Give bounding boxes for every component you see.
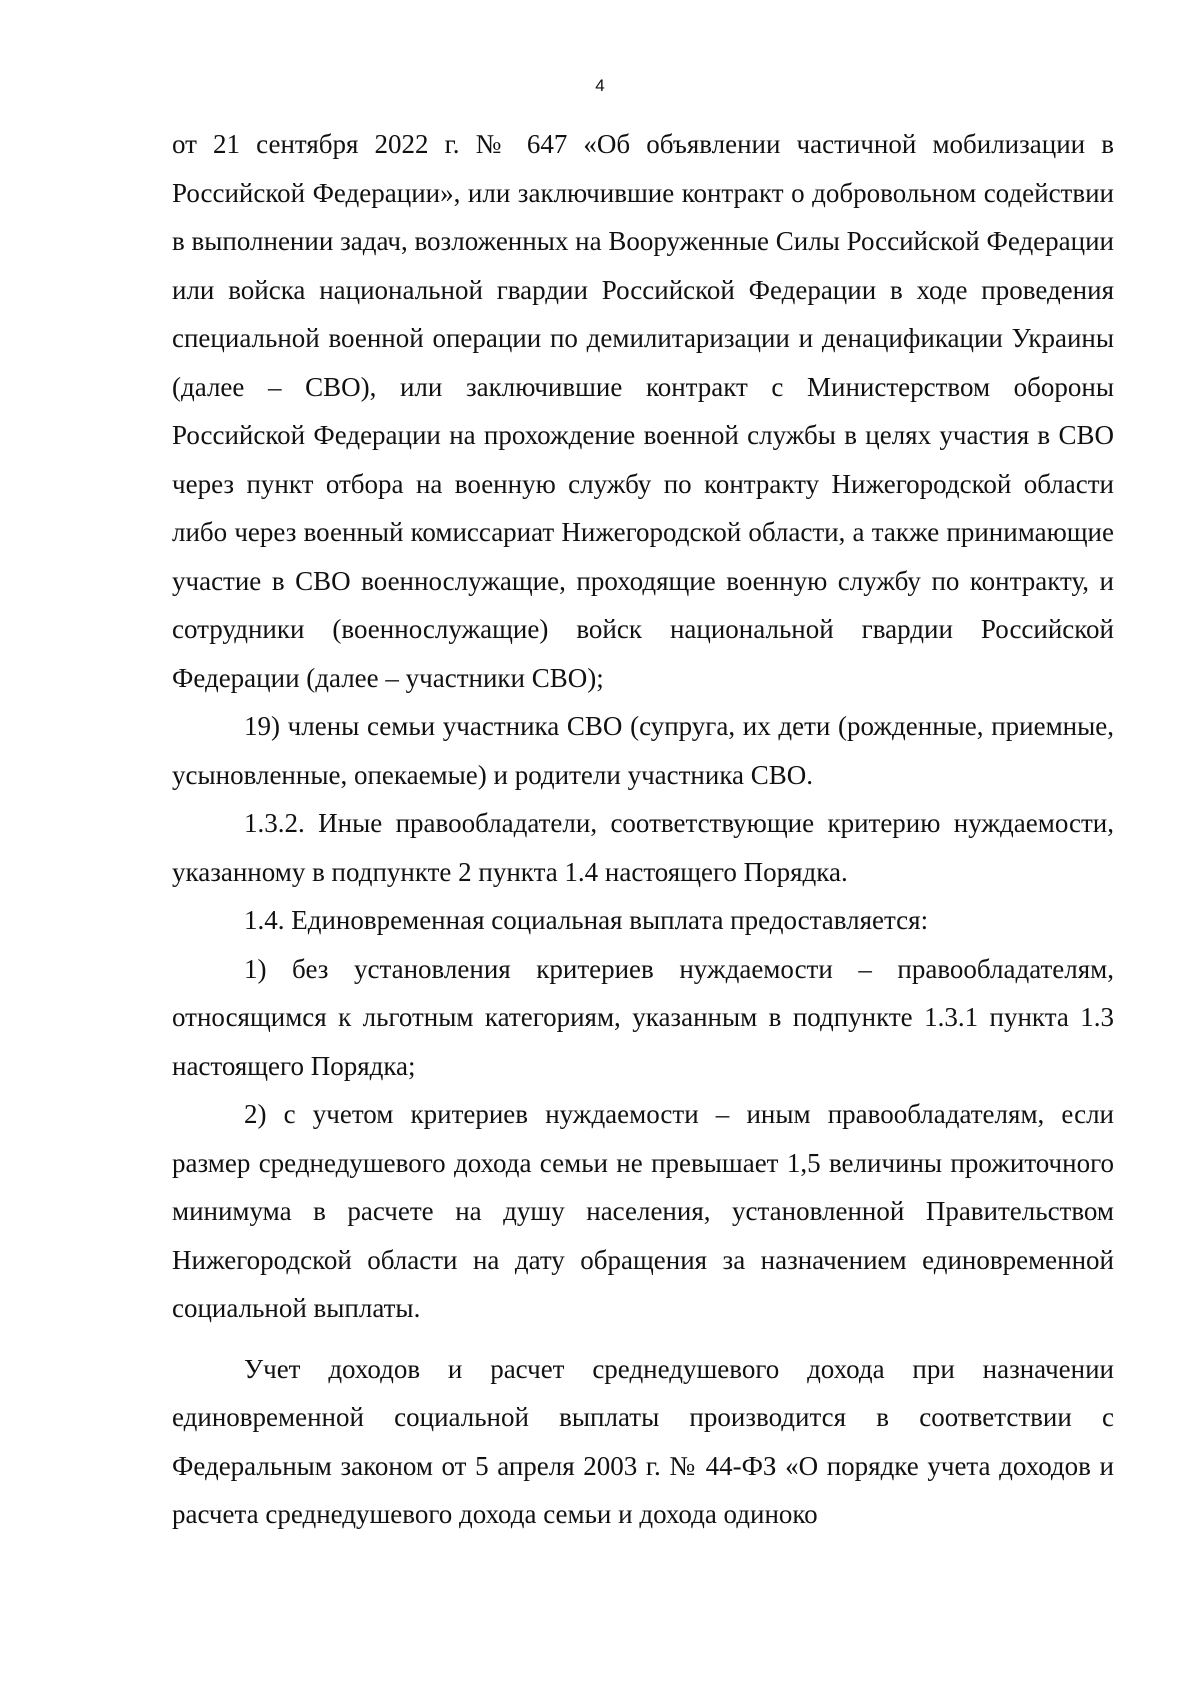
paragraph-1-3-2: 1.3.2. Иные правообладатели, соответствующие критерию нуждаемости, указанному в подпункте 2 пункта 1.4 настоящего Порядка. [172,808,1114,887]
paragraph-continuation: от 21 сентября 2022 г. № 647 «Об объявлении частичной мобилизации в Российской Федерации», или заключившие контракт о добровольном содействии в выполнении задач, возложенных на Вооруженные Силы Российской Федерации или войска национальной гвардии Российской Федерации в ходе проведения специальной военной операции по демилитаризации и денацификации Украины (далее – СВО), или заключившие контракт с Министерством обороны Российской Федерации на прохождение военной службы в целях участия в СВО через пункт отбора на военную службу по контракту Нижегородской области либо через военный комиссариат Нижегородской области, а также принимающие участие в СВО военнослужащие, проходящие военную службу по контракту, и сотрудники (военнослужащие) войск национальной гвардии Российской Федерации (далее – участники СВО); [172,129,1114,693]
paragraph-item-19: 19) члены семьи участника СВО (супруга, их дети (рожденные, приемные, усыновленные, опекаемые) и родители участника СВО. [172,711,1114,790]
paragraph-1-4-item-2: 2) с учетом критериев нуждаемости – иным правообладателям, если размер среднедушевого дохода семьи не превышает 1,5 величины прожиточного минимума в расчете на душу населения, установленной Правительством Нижегородской области на дату обращения за назначением единовременной социальной выплаты. [172,1099,1114,1323]
document-body [172,120,1114,1539]
paragraph-income-accounting: Учет доходов и расчет среднедушевого дохода при назначении единовременной социальной выплаты производится в соответствии с Федеральным законом от 5 апреля 2003 г. № 44-ФЗ «О порядке учета доходов и расчета среднедушевого дохода семьи и дохода одиноко [172,1353,1114,1529]
page-number: 4 [595,76,605,95]
paragraph-1-4-item-1: 1) без установления критериев нуждаемости – правообладателям, относящимся к льготным категориям, указанным в подпункте 1.3.1 пункта 1.3 настоящего Порядка; [172,953,1114,1081]
paragraph-1-4: 1.4. Единовременная социальная выплата предоставляется: [244,905,929,935]
